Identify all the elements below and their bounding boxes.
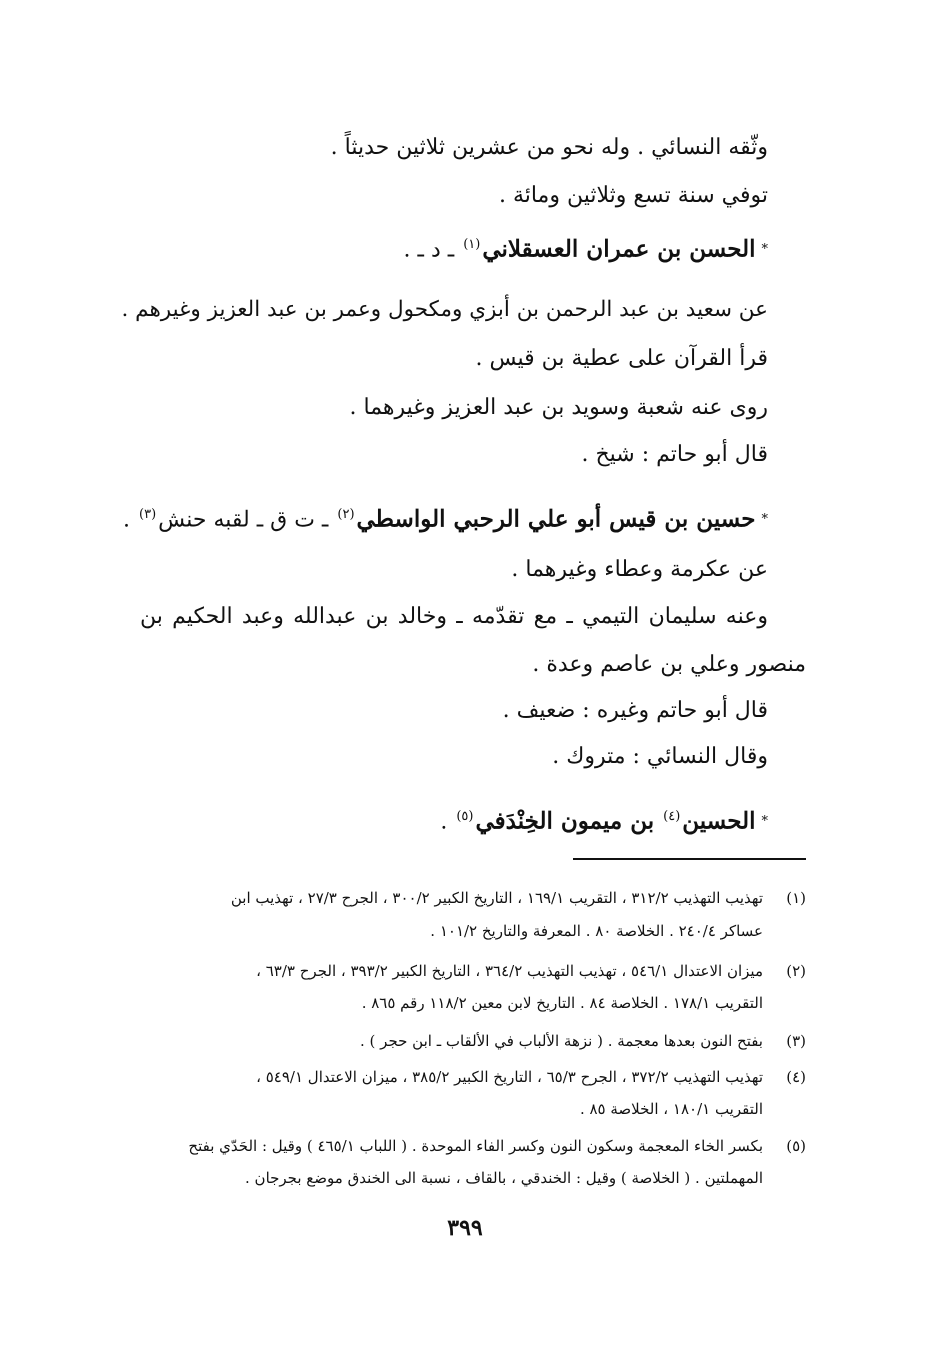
entry-tail: ـ د ـ . <box>403 237 455 263</box>
entry-heading <box>404 230 768 265</box>
entry-name: الحسن بن عمران العسقلاني <box>482 235 756 263</box>
footnote-line: بفتح النون بعدها معجمة . ( نزهة الألباب في الألقاب ـ ابن حجر ) . <box>360 1032 763 1050</box>
footnote-number: (٢) <box>786 962 806 980</box>
body-line: وقال النسائي : متروك . <box>552 744 768 769</box>
footnote-line: ميزان الاعتدال ٥٤٦/١ ، تهذيب التهذيب ٣٦٤/٢ ، التاريخ الكبير ٣٩٣/٢ ، الجرح ٦٣/٣ ، <box>256 962 763 980</box>
footnote-separator <box>573 858 806 860</box>
footnote-ref: (٤) <box>663 809 681 824</box>
footnote-line: عساكر ٢٤٠/٤ . الخلاصة ٨٠ . المعرفة والتاريخ ١٠١/٢ . <box>430 922 763 940</box>
entry-name: بن ميمون الخِنْدَفي <box>475 807 655 835</box>
footnote-ref: (١) <box>463 237 481 252</box>
body-line: قال أبو حاتم وغيره : ضعيف . <box>502 698 768 723</box>
body-line: قال أبو حاتم : شيخ . <box>581 442 768 467</box>
entry-heading <box>123 500 768 535</box>
body-line: عن عكرمة وعطاء وغيرهما . <box>511 557 768 582</box>
footnote-line: تهذيب التهذيب ٣٧٢/٢ ، الجرح ٦٥/٣ ، التاريخ الكبير ٣٨٥/٢ ، ميزان الاعتدال ٥٤٩/١ ، <box>256 1068 763 1086</box>
entry-name: حسين بن قيس أبو علي الرحبي الواسطي <box>356 505 756 533</box>
footnote-line: تهذيب التهذيب ٣١٢/٢ ، التقريب ١٦٩/١ ، التاريخ الكبير ٣٠٠/٢ ، الجرح ٢٧/٣ ، تهذيب ابن <box>230 889 763 907</box>
entry-marker-icon: * <box>761 242 768 258</box>
footnote-line: المهملتين . ( الخلاصة ) وقيل : الخندقي ، بالقاف ، نسبة الى الخندق موضع بجرجان . <box>245 1169 763 1187</box>
footnote-number: (٤) <box>786 1068 806 1086</box>
footnote-line: التقريب ١٨٠/١ ، الخلاصة ٨٥ . <box>579 1100 763 1118</box>
body-line: وعنه سليمان التيمي ـ مع تقدّمه ـ وخالد بن عبدالله وعبد الحكيم بن <box>140 604 768 629</box>
entry-name: الحسين <box>682 807 756 835</box>
body-line: وثّقه النسائي . وله نحو من عشرين ثلاثين حديثاً . <box>330 135 768 160</box>
footnote-line: بكسر الخاء المعجمة وسكون النون وكسر الفاء الموحدة . ( اللباب ٤٦٥/١ ) وقيل : الحَدّي بفتح <box>188 1137 763 1155</box>
body-line: عن سعيد بن عبد الرحمن بن أبزي ومكحول وعمر بن عبد العزيز وغيرهم . <box>121 297 768 322</box>
entry-end: . <box>123 507 131 533</box>
entry-heading <box>440 802 768 837</box>
entry-marker-icon: * <box>761 512 768 528</box>
footnote-number: (١) <box>786 889 806 907</box>
page-number: ٣٩٩ <box>447 1215 483 1241</box>
footnote-number: (٣) <box>786 1032 806 1050</box>
entry-end: . <box>440 809 448 835</box>
entry-marker-icon: * <box>761 814 768 830</box>
body-line: منصور وعلي بن عاصم وعدة . <box>532 652 806 677</box>
footnote-ref: (٢) <box>337 507 355 522</box>
footnote-number: (٥) <box>786 1137 806 1155</box>
body-line: روى عنه شعبة وسويد بن عبد العزيز وغيرهما . <box>349 395 768 420</box>
body-line: توفي سنة تسع وثلاثين ومائة . <box>498 183 768 208</box>
footnote-line: التقريب ١٧٨/١ . الخلاصة ٨٤ . التاريخ لابن معين ١١٨/٢ رقم ٨٦٥ . <box>361 994 763 1012</box>
footnote-ref: (٣) <box>139 507 157 522</box>
footnote-ref: (٥) <box>456 809 474 824</box>
entry-tail: ـ ت ق ـ لقبه حنش <box>158 507 329 533</box>
body-line: قرأ القرآن على عطية بن قيس . <box>475 346 768 371</box>
